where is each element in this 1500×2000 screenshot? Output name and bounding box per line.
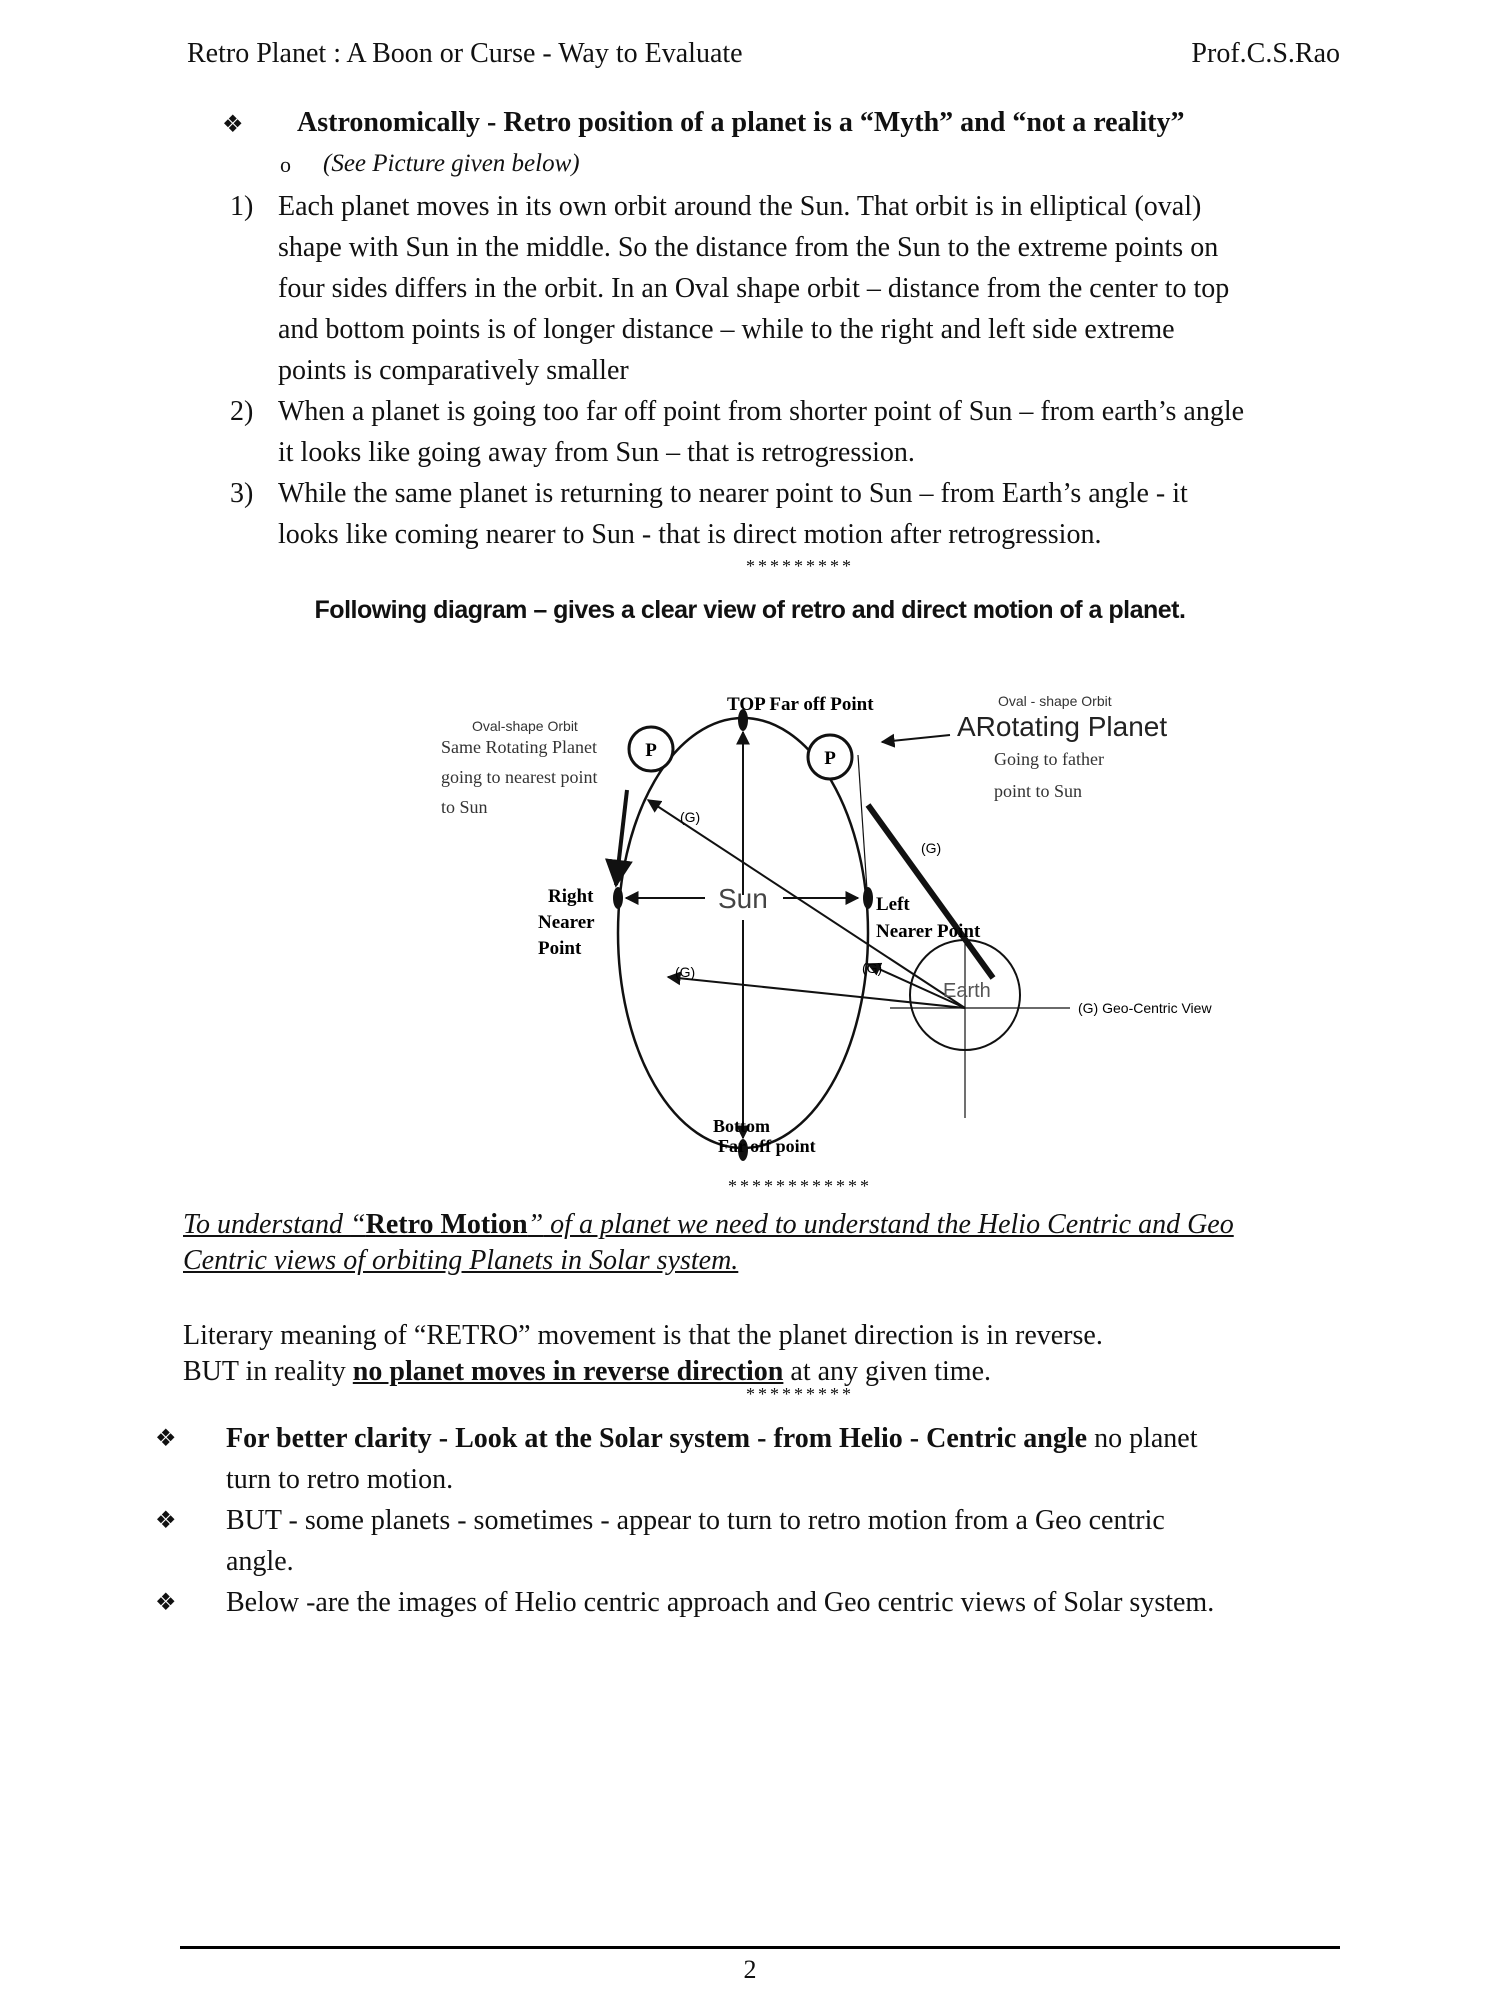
pointer-arrow [882, 735, 950, 742]
planet-to-nearest-arrow [616, 790, 627, 885]
left-point-label: Left [876, 894, 910, 915]
left-annotation-line: Same Rotating Planet [441, 737, 597, 757]
literary-line-2-start: BUT in reality [183, 1356, 353, 1387]
sun-label: Sun [718, 883, 768, 914]
diamond-bullet-icon: ❖ [155, 1508, 177, 1534]
geo-centric-view-label: (G) Geo-Centric View [1078, 1000, 1212, 1016]
quote-open: “ [350, 1209, 366, 1240]
nearer-point-label: Nearer Point [876, 921, 981, 942]
text-line: While the same planet is returning to nearer point to Sun – from Earth’s angle - it [278, 478, 1188, 509]
left-annotation-line: going to nearest point [441, 767, 598, 787]
quote-close: ” [527, 1209, 544, 1240]
right-point-marker [613, 887, 623, 909]
diamond-bullet-icon: ❖ [155, 1590, 177, 1616]
text-line: Each planet moves in its own orbit around the Sun. That orbit is in elliptical (oval) [278, 191, 1202, 222]
literary-line-1: Literary meaning of “RETRO” movement is that the planet direction is in reverse. [183, 1320, 1103, 1351]
text-line: points is comparatively smaller [278, 355, 629, 386]
left-orbit-caption: Oval-shape Orbit [472, 718, 578, 734]
page-number: 2 [743, 1955, 757, 1984]
top-far-point-label: TOP Far off Point [727, 694, 874, 715]
literary-paragraph [183, 1318, 1103, 1390]
section-heading: Astronomically - Retro position of a planet is a “Myth” and “not a reality” [297, 107, 1185, 138]
diamond-bullet-icon: ❖ [155, 1426, 177, 1452]
sub-note: (See Picture given below) [323, 150, 580, 177]
text-line: When a planet is going too far off point from shorter point of Sun – from earth’s angle [278, 396, 1245, 427]
rotating-planet-heading: ARotating Planet [957, 711, 1168, 742]
no-reverse-emphasis: no planet moves in reverse direction [352, 1356, 784, 1387]
bullet-2-line-1: BUT - some planets - sometimes - appear to turn to retro motion from a Geo centric [226, 1505, 1165, 1536]
guide-line [858, 755, 868, 905]
separator: ************ [728, 1176, 872, 1196]
footer-rule [180, 1946, 1340, 1949]
geo-tag: (G) [862, 960, 883, 976]
diamond-bullet-icon: ❖ [222, 112, 244, 138]
bullet-1-line-2: turn to retro motion. [226, 1464, 454, 1495]
bullet-item-3 [226, 1582, 1340, 1623]
item-number-1: 1) [230, 191, 254, 222]
text-line: four sides differs in the orbit. In an Oval shape orbit – distance from the center to top [278, 273, 1230, 304]
geo-line-to-right-planet [648, 800, 965, 1008]
understand-line-2: Centric views of orbiting Planets in Solar system. [183, 1245, 739, 1276]
bullet-1-rest: no planet [1087, 1423, 1198, 1454]
author-name: Prof.C.S.Rao [1191, 38, 1340, 69]
bottom-label: Bottom [713, 1116, 770, 1136]
right-annotation-line: point to Sun [994, 781, 1083, 801]
geo-tag: (G) [680, 809, 701, 825]
bullet-3-line-1: Below -are the images of Helio centric approach and Geo centric views of Solar system. [226, 1587, 1215, 1618]
geo-line-to-orbit-side [668, 977, 965, 1008]
far-off-point-label: Far off point [718, 1136, 816, 1156]
earth-label: Earth [943, 980, 991, 1002]
bullet-item-2 [226, 1500, 1340, 1582]
bullet-item-1 [226, 1418, 1340, 1500]
text-line: looks like coming nearer to Sun - that is direct motion after retrogression. [278, 519, 1102, 550]
bullet-1-bold: For better clarity - Look at the Solar system - from Helio - Centric angle [226, 1423, 1088, 1454]
text-line: and bottom points is of longer distance – while to the right and left side extreme [278, 314, 1175, 345]
planet-left-label: P [645, 740, 657, 761]
text-line: it looks like going away from Sun – that is retrogression. [278, 437, 915, 468]
bullet-2-line-2: angle. [226, 1546, 294, 1577]
nearer-label: Nearer [538, 912, 595, 933]
understand-line-1: of a planet we need to understand the Helio Centric and Geo [543, 1209, 1234, 1240]
planet-right-label: P [824, 748, 836, 769]
item-number-2: 2) [230, 396, 254, 427]
retro-motion-term: Retro Motion [365, 1209, 528, 1240]
text-line: shape with Sun in the middle. So the distance from the Sun to the extreme points on [278, 232, 1219, 263]
geo-tag: (G) [921, 840, 942, 856]
literary-line-2-end: at any given time. [783, 1356, 991, 1387]
understand-intro: To understand [183, 1209, 351, 1240]
diagram-caption: Following diagram – gives a clear view of retro and direct motion of a planet. [314, 596, 1186, 624]
right-orbit-caption: Oval - shape Orbit [998, 693, 1112, 709]
point-label: Point [538, 938, 582, 959]
understand-paragraph [183, 1207, 1234, 1279]
item-number-3: 3) [230, 478, 254, 509]
separator: ********* [746, 556, 854, 576]
document-title: Retro Planet : A Boon or Curse - Way to Evaluate [187, 38, 743, 69]
left-annotation-line: to Sun [441, 797, 488, 817]
sub-marker: o [280, 152, 291, 177]
right-annotation-line: Going to father [994, 749, 1104, 769]
right-point-label: Right [548, 886, 594, 907]
geo-tag: (G) [675, 964, 696, 980]
separator: ********* [746, 1384, 854, 1404]
